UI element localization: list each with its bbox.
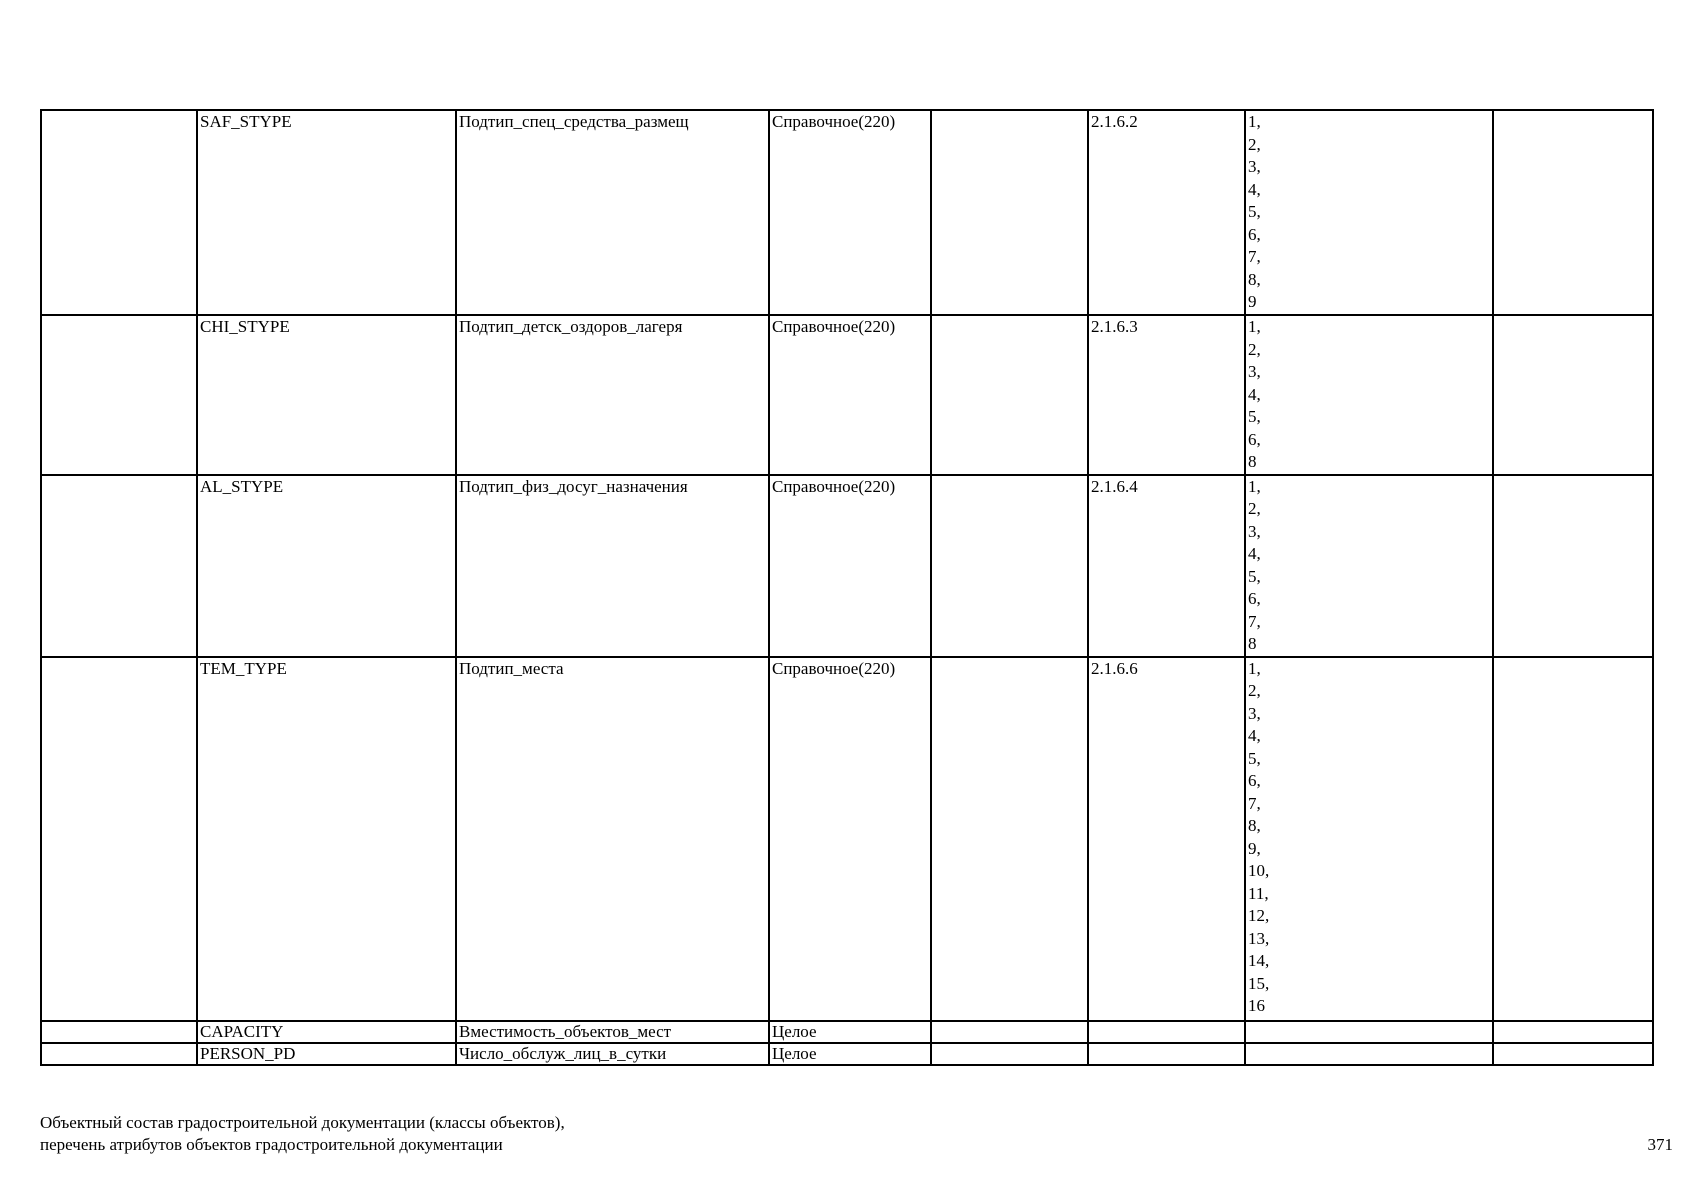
page-footer <box>40 1112 565 1156</box>
reference-cell <box>1088 1021 1245 1043</box>
empty-cell <box>41 657 197 1021</box>
empty-cell <box>931 110 1088 315</box>
values-cell <box>1245 1043 1493 1065</box>
empty-cell <box>1493 315 1653 475</box>
field-type-cell: Справочное(220) <box>769 475 931 657</box>
empty-cell <box>41 315 197 475</box>
field-type-cell: Целое <box>769 1021 931 1043</box>
field-type-cell: Справочное(220) <box>769 315 931 475</box>
field-description-cell: Вместимость_объектов_мест <box>456 1021 769 1043</box>
empty-cell <box>41 1043 197 1065</box>
empty-cell <box>1493 110 1653 315</box>
table-row <box>41 1043 1653 1065</box>
field-description-cell: Подтип_спец_средства_размещ <box>456 110 769 315</box>
empty-cell <box>931 475 1088 657</box>
empty-cell <box>41 475 197 657</box>
values-cell: 1, 2, 3, 4, 5, 6, 7, 8 <box>1245 475 1493 657</box>
field-type-cell: Справочное(220) <box>769 657 931 1021</box>
table-row <box>41 475 1653 657</box>
reference-cell <box>1088 1043 1245 1065</box>
footer-line: Объектный состав градостроительной документации (классы объектов), <box>40 1113 565 1132</box>
empty-cell <box>1493 1021 1653 1043</box>
empty-cell <box>931 1021 1088 1043</box>
field-description-cell: Подтип_места <box>456 657 769 1021</box>
field-name-cell: CAPACITY <box>197 1021 456 1043</box>
field-name-cell: SAF_STYPE <box>197 110 456 315</box>
table-row <box>41 657 1653 1021</box>
values-cell <box>1245 1021 1493 1043</box>
footer-line: перечень атрибутов объектов градостроительной документации <box>40 1135 503 1154</box>
empty-cell <box>931 657 1088 1021</box>
field-name-cell: AL_STYPE <box>197 475 456 657</box>
values-cell: 1, 2, 3, 4, 5, 6, 7, 8, 9, 10, 11, 12, 13, 14, 15, 16 <box>1245 657 1493 1021</box>
empty-cell <box>931 1043 1088 1065</box>
field-type-cell: Целое <box>769 1043 931 1065</box>
values-cell: 1, 2, 3, 4, 5, 6, 8 <box>1245 315 1493 475</box>
empty-cell <box>931 315 1088 475</box>
table-row <box>41 1021 1653 1043</box>
values-cell: 1, 2, 3, 4, 5, 6, 7, 8, 9 <box>1245 110 1493 315</box>
field-description-cell: Подтип_физ_досуг_назначения <box>456 475 769 657</box>
reference-cell: 2.1.6.4 <box>1088 475 1245 657</box>
reference-cell: 2.1.6.3 <box>1088 315 1245 475</box>
attributes-table <box>40 109 1654 1066</box>
empty-cell <box>41 110 197 315</box>
field-name-cell: TEM_TYPE <box>197 657 456 1021</box>
field-name-cell: PERSON_PD <box>197 1043 456 1065</box>
empty-cell <box>41 1021 197 1043</box>
reference-cell: 2.1.6.6 <box>1088 657 1245 1021</box>
field-type-cell: Справочное(220) <box>769 110 931 315</box>
field-description-cell: Число_обслуж_лиц_в_сутки <box>456 1043 769 1065</box>
field-description-cell: Подтип_детск_оздоров_лагеря <box>456 315 769 475</box>
empty-cell <box>1493 475 1653 657</box>
reference-cell: 2.1.6.2 <box>1088 110 1245 315</box>
empty-cell <box>1493 657 1653 1021</box>
page-number: 371 <box>1647 1135 1673 1154</box>
field-name-cell: CHI_STYPE <box>197 315 456 475</box>
empty-cell <box>1493 1043 1653 1065</box>
table-row <box>41 110 1653 315</box>
table-row <box>41 315 1653 475</box>
